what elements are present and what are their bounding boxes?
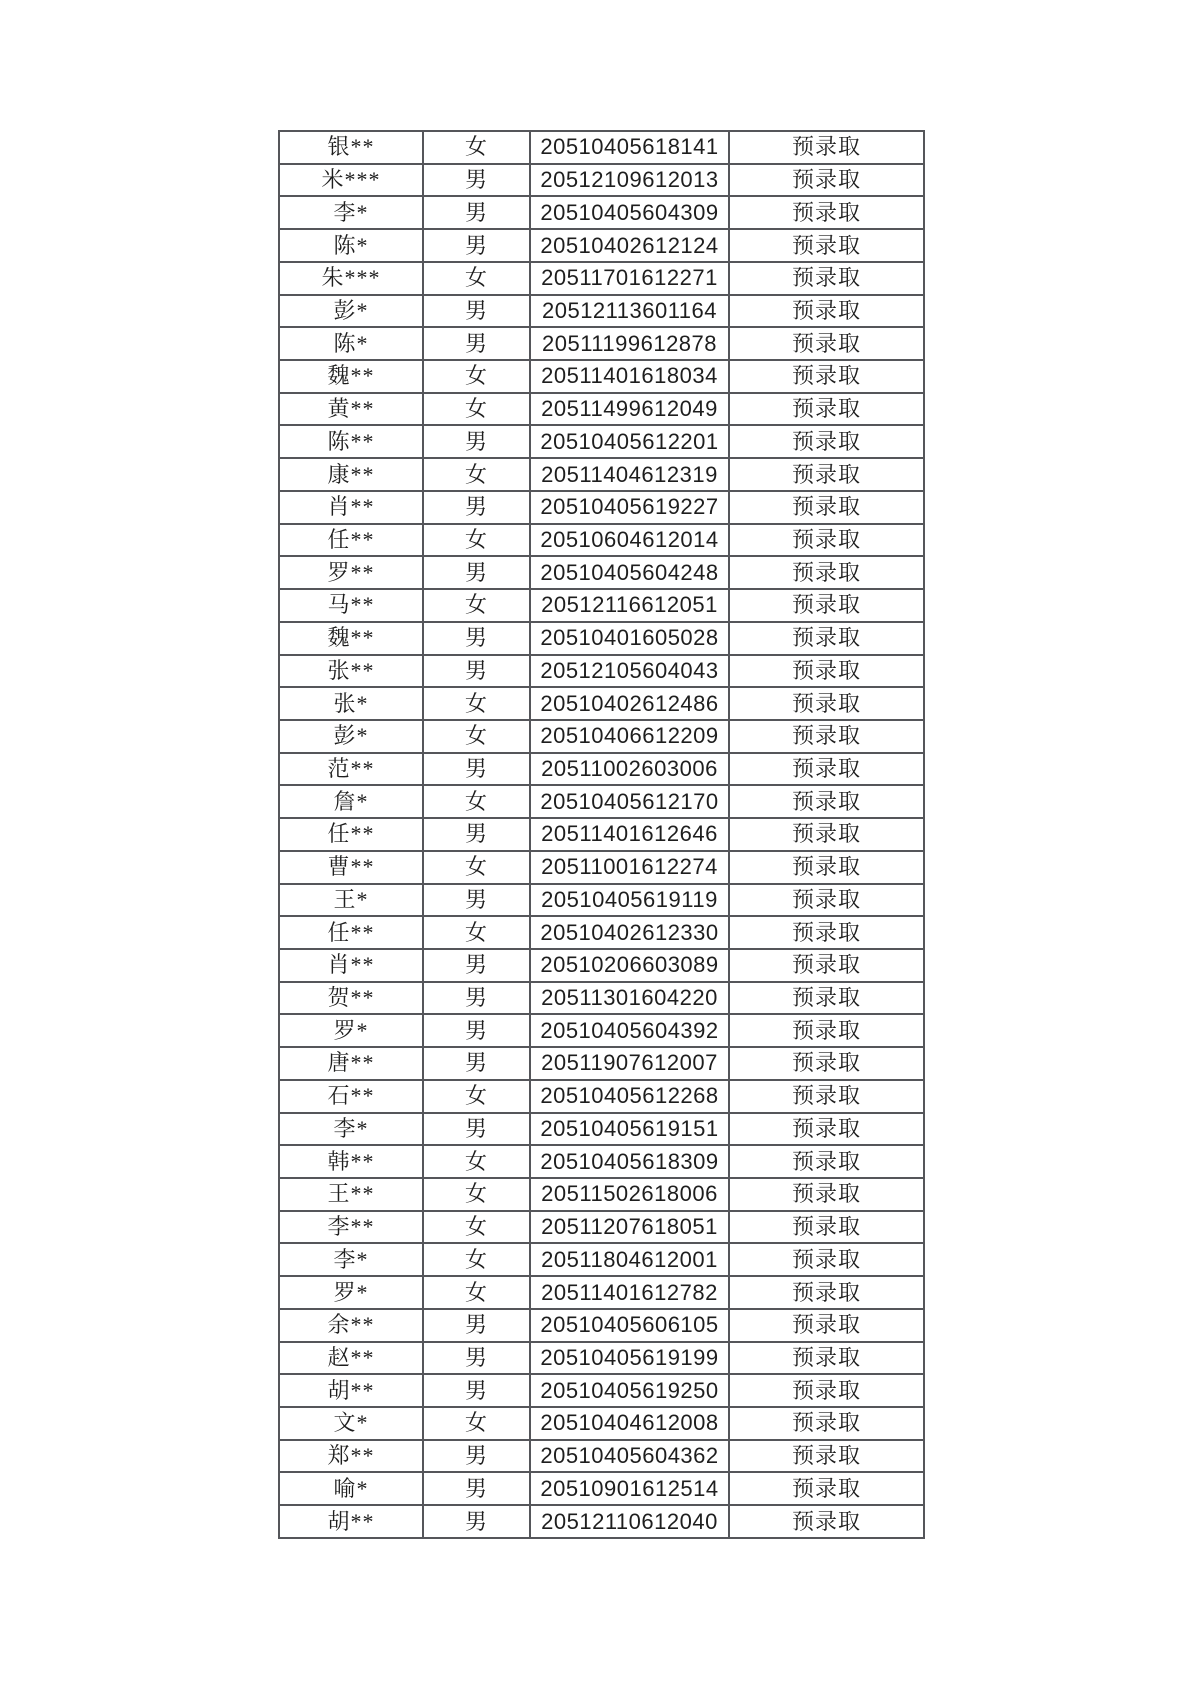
gender-cell: 男 [423,1047,530,1080]
table-row [279,1342,924,1375]
gender-cell: 女 [423,851,530,884]
table-row [279,262,924,295]
gender-cell: 女 [423,524,530,557]
status-cell: 预录取 [729,1407,924,1440]
student-name-cell: 任** [279,818,423,851]
table-row [279,589,924,622]
status-cell: 预录取 [729,622,924,655]
exam-id-cell: 20511907612007 [530,1047,729,1080]
table-row [279,1178,924,1211]
status-cell: 预录取 [729,360,924,393]
status-cell: 预录取 [729,1047,924,1080]
exam-id-cell: 20511207618051 [530,1211,729,1244]
student-name-cell: 银** [279,131,423,164]
gender-cell: 女 [423,589,530,622]
exam-id-cell: 20510405619151 [530,1113,729,1146]
table-row [279,295,924,328]
exam-id-cell: 20511404612319 [530,458,729,491]
student-name-cell: 彭* [279,295,423,328]
table-row [279,556,924,589]
table-row [279,949,924,982]
status-cell: 预录取 [729,949,924,982]
gender-cell: 女 [423,1178,530,1211]
table-row [279,1440,924,1473]
exam-id-cell: 20510604612014 [530,524,729,557]
exam-id-cell: 20511502618006 [530,1178,729,1211]
student-name-cell: 李* [279,1113,423,1146]
table-row [279,1014,924,1047]
gender-cell: 男 [423,556,530,589]
student-name-cell: 王** [279,1178,423,1211]
student-name-cell: 李** [279,1211,423,1244]
status-cell: 预录取 [729,785,924,818]
status-cell: 预录取 [729,1080,924,1113]
status-cell: 预录取 [729,1440,924,1473]
exam-id-cell: 20511804612001 [530,1243,729,1276]
student-name-cell: 李* [279,1243,423,1276]
status-cell: 预录取 [729,295,924,328]
status-cell: 预录取 [729,229,924,262]
student-name-cell: 喻* [279,1472,423,1505]
gender-cell: 男 [423,1472,530,1505]
student-name-cell: 范** [279,753,423,786]
table-row [279,1276,924,1309]
table-row [279,1374,924,1407]
table-row [279,916,924,949]
student-name-cell: 郑** [279,1440,423,1473]
gender-cell: 男 [423,327,530,360]
gender-cell: 女 [423,458,530,491]
status-cell: 预录取 [729,720,924,753]
table-row [279,360,924,393]
exam-id-cell: 20511001612274 [530,851,729,884]
gender-cell: 女 [423,262,530,295]
exam-id-cell: 20510901612514 [530,1472,729,1505]
status-cell: 预录取 [729,916,924,949]
exam-id-cell: 20510405612268 [530,1080,729,1113]
admission-roster-table [278,130,925,1539]
exam-id-cell: 20512109612013 [530,164,729,197]
table-row [279,1145,924,1178]
table-row [279,1080,924,1113]
table-row [279,491,924,524]
gender-cell: 女 [423,1145,530,1178]
gender-cell: 女 [423,687,530,720]
gender-cell: 男 [423,982,530,1015]
status-cell: 预录取 [729,753,924,786]
gender-cell: 男 [423,884,530,917]
gender-cell: 男 [423,818,530,851]
exam-id-cell: 20510406612209 [530,720,729,753]
exam-id-cell: 20510405619199 [530,1342,729,1375]
gender-cell: 男 [423,753,530,786]
student-name-cell: 王* [279,884,423,917]
gender-cell: 男 [423,425,530,458]
exam-id-cell: 20512116612051 [530,589,729,622]
table-row [279,196,924,229]
student-name-cell: 罗* [279,1014,423,1047]
student-name-cell: 石** [279,1080,423,1113]
exam-id-cell: 20510405619250 [530,1374,729,1407]
table-row [279,1309,924,1342]
student-name-cell: 胡** [279,1505,423,1538]
status-cell: 预录取 [729,1178,924,1211]
status-cell: 预录取 [729,393,924,426]
gender-cell: 男 [423,295,530,328]
student-name-cell: 米*** [279,164,423,197]
gender-cell: 男 [423,1113,530,1146]
gender-cell: 女 [423,131,530,164]
exam-id-cell: 20510404612008 [530,1407,729,1440]
student-name-cell: 胡** [279,1374,423,1407]
exam-id-cell: 20510405604362 [530,1440,729,1473]
student-name-cell: 魏** [279,360,423,393]
gender-cell: 男 [423,622,530,655]
table-row [279,1211,924,1244]
status-cell: 预录取 [729,1113,924,1146]
gender-cell: 男 [423,1342,530,1375]
student-name-cell: 任** [279,524,423,557]
student-name-cell: 陈* [279,327,423,360]
gender-cell: 男 [423,1014,530,1047]
table-row [279,1243,924,1276]
exam-id-cell: 20510405612170 [530,785,729,818]
gender-cell: 女 [423,1243,530,1276]
status-cell: 预录取 [729,655,924,688]
status-cell: 预录取 [729,818,924,851]
status-cell: 预录取 [729,1145,924,1178]
status-cell: 预录取 [729,491,924,524]
status-cell: 预录取 [729,458,924,491]
student-name-cell: 李* [279,196,423,229]
exam-id-cell: 20511499612049 [530,393,729,426]
gender-cell: 女 [423,360,530,393]
exam-id-cell: 20511199612878 [530,327,729,360]
student-name-cell: 曹** [279,851,423,884]
student-name-cell: 贺** [279,982,423,1015]
status-cell: 预录取 [729,1505,924,1538]
table-row [279,753,924,786]
gender-cell: 男 [423,655,530,688]
table-row [279,1505,924,1538]
table-row [279,1407,924,1440]
table-row [279,655,924,688]
student-name-cell: 肖** [279,949,423,982]
roster-table-body [279,131,924,1538]
status-cell: 预录取 [729,982,924,1015]
exam-id-cell: 20510405618141 [530,131,729,164]
status-cell: 预录取 [729,1211,924,1244]
status-cell: 预录取 [729,164,924,197]
table-row [279,1113,924,1146]
table-row [279,622,924,655]
gender-cell: 男 [423,949,530,982]
exam-id-cell: 20510402612124 [530,229,729,262]
exam-id-cell: 20512105604043 [530,655,729,688]
exam-id-cell: 20511401612782 [530,1276,729,1309]
student-name-cell: 张** [279,655,423,688]
status-cell: 预录取 [729,425,924,458]
exam-id-cell: 20510405604309 [530,196,729,229]
table-row [279,425,924,458]
gender-cell: 女 [423,1211,530,1244]
status-cell: 预录取 [729,556,924,589]
status-cell: 预录取 [729,851,924,884]
gender-cell: 男 [423,164,530,197]
student-name-cell: 彭* [279,720,423,753]
status-cell: 预录取 [729,131,924,164]
gender-cell: 男 [423,1440,530,1473]
exam-id-cell: 20511401618034 [530,360,729,393]
gender-cell: 女 [423,785,530,818]
exam-id-cell: 20510405604392 [530,1014,729,1047]
student-name-cell: 朱*** [279,262,423,295]
gender-cell: 女 [423,393,530,426]
table-row [279,327,924,360]
exam-id-cell: 20510405618309 [530,1145,729,1178]
student-name-cell: 马** [279,589,423,622]
student-name-cell: 唐** [279,1047,423,1080]
table-row [279,1472,924,1505]
status-cell: 预录取 [729,1309,924,1342]
student-name-cell: 任** [279,916,423,949]
gender-cell: 女 [423,916,530,949]
exam-id-cell: 20512110612040 [530,1505,729,1538]
status-cell: 预录取 [729,1374,924,1407]
table-row [279,164,924,197]
table-row [279,785,924,818]
exam-id-cell: 20510405619119 [530,884,729,917]
exam-id-cell: 20511701612271 [530,262,729,295]
table-row [279,393,924,426]
exam-id-cell: 20512113601164 [530,295,729,328]
student-name-cell: 余** [279,1309,423,1342]
exam-id-cell: 20510401605028 [530,622,729,655]
table-row [279,720,924,753]
table-row [279,851,924,884]
exam-id-cell: 20511002603006 [530,753,729,786]
table-row [279,982,924,1015]
gender-cell: 女 [423,720,530,753]
status-cell: 预录取 [729,1243,924,1276]
student-name-cell: 魏** [279,622,423,655]
table-row [279,524,924,557]
status-cell: 预录取 [729,1014,924,1047]
exam-id-cell: 20510402612486 [530,687,729,720]
exam-id-cell: 20510405606105 [530,1309,729,1342]
student-name-cell: 肖** [279,491,423,524]
status-cell: 预录取 [729,687,924,720]
status-cell: 预录取 [729,884,924,917]
gender-cell: 男 [423,229,530,262]
exam-id-cell: 20510405604248 [530,556,729,589]
student-name-cell: 韩** [279,1145,423,1178]
exam-id-cell: 20510206603089 [530,949,729,982]
table-row [279,818,924,851]
student-name-cell: 康** [279,458,423,491]
student-name-cell: 黄** [279,393,423,426]
table-row [279,131,924,164]
gender-cell: 女 [423,1407,530,1440]
table-row [279,458,924,491]
exam-id-cell: 20510405619227 [530,491,729,524]
student-name-cell: 罗* [279,1276,423,1309]
table-row [279,1047,924,1080]
status-cell: 预录取 [729,1472,924,1505]
status-cell: 预录取 [729,196,924,229]
status-cell: 预录取 [729,1342,924,1375]
student-name-cell: 陈* [279,229,423,262]
status-cell: 预录取 [729,589,924,622]
gender-cell: 男 [423,196,530,229]
exam-id-cell: 20510405612201 [530,425,729,458]
table-row [279,229,924,262]
table-row [279,884,924,917]
exam-id-cell: 20510402612330 [530,916,729,949]
student-name-cell: 陈** [279,425,423,458]
student-name-cell: 罗** [279,556,423,589]
student-name-cell: 赵** [279,1342,423,1375]
gender-cell: 男 [423,491,530,524]
gender-cell: 男 [423,1309,530,1342]
table-row [279,687,924,720]
exam-id-cell: 20511401612646 [530,818,729,851]
student-name-cell: 詹* [279,785,423,818]
gender-cell: 男 [423,1374,530,1407]
gender-cell: 男 [423,1505,530,1538]
status-cell: 预录取 [729,262,924,295]
gender-cell: 女 [423,1276,530,1309]
exam-id-cell: 20511301604220 [530,982,729,1015]
gender-cell: 女 [423,1080,530,1113]
status-cell: 预录取 [729,524,924,557]
student-name-cell: 张* [279,687,423,720]
status-cell: 预录取 [729,1276,924,1309]
status-cell: 预录取 [729,327,924,360]
student-name-cell: 文* [279,1407,423,1440]
